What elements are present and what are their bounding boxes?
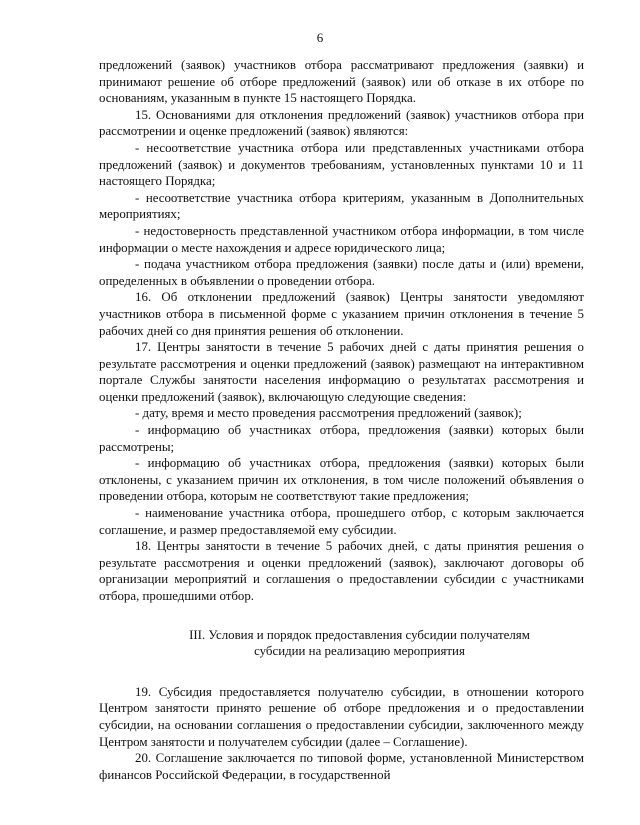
paragraph: 19. Субсидия предоставляется получателю субсидии, в отношении которого Центром занятости принято решение об отборе предложения и о предоставлении субсидии, на основании соглашения о предоставлении субсидии, заключенного между Центром занятости и получателем субсидии (далее – Соглашение). — [99, 684, 584, 749]
paragraph: 16. Об отклонении предложений (заявок) Центры занятости уведомляют участников отбора в письменной форме с указанием причин отклонения в течение 5 рабочих дней со дня принятия решения об отклонении. — [99, 290, 584, 338]
list-item: - несоответствие участника отбора или представленных участниками отбора предложений (заявок) и документов требованиям, установленных пунктами 10 и 11 настоящего Порядка; — [99, 140, 584, 189]
paragraph: 15. Основаниями для отклонения предложений (заявок) участников отбора при рассмотрении и оценке предложений (заявок) являются: — [99, 107, 584, 139]
list-item: - дату, время и место проведения рассмотрения предложений (заявок); — [135, 406, 522, 421]
list-item: - информацию об участниках отбора, предложения (заявки) которых были отклонены, с указанием причин их отклонения, в том числе положений объявления о проведении отбора, которым не соответствуют такие предложения; — [99, 456, 584, 504]
paragraph: 17. Центры занятости в течение 5 рабочих дней с даты принятия решения о результате рассмотрения и оценки предложений (заявок) размещают на интерактивном портале Службы занятости населения информацию о результатах рассмотрения и оценки предложений (заявок), включающую следующие сведения: — [99, 340, 584, 404]
section-heading — [99, 627, 584, 660]
paragraph: 20. Соглашение заключается по типовой форме, установленной Министерством финансов Российской Федерации, в государственной — [99, 751, 584, 782]
paragraph: 18. Центры занятости в течение 5 рабочих дней, с даты принятия решения о результате рассмотрения и оценки предложений (заявок), заключают договоры об организации мероприятий и соглашения о предоставлении субсидии с участниками отбора, прошедшими отбор. — [99, 539, 584, 603]
page-number: 6 — [316, 30, 324, 45]
list-item: - информацию об участниках отбора, предложения (заявки) которых были рассмотрены; — [99, 423, 584, 454]
list-item: - недостоверность представленной участником отбора информации, в том числе информации о месте нахождения и адресе юридического лица; — [99, 223, 584, 255]
paragraph: предложений (заявок) участников отбора рассматривают предложения (заявки) и принимают решение об отборе предложений (заявок) или об отказе в их отборе по основаниям, указанным в пункте 15 настоящего Порядка. — [99, 58, 584, 106]
list-item: - наименование участника отбора, прошедшего отбор, с которым заключается соглашение, и размер предоставляемой ему субсидии. — [99, 506, 584, 537]
list-item: - подача участником отбора предложения (заявки) после даты и (или) времени, определенных в объявлении о проведении отбора. — [99, 257, 584, 288]
section-heading-line-1: III. Условия и порядок предоставления субсидии получателям — [189, 627, 530, 642]
section-heading-line-2: субсидии на реализацию мероприятия — [254, 644, 465, 659]
list-item: - несоответствие участника отбора критериям, указанным в Дополнительных мероприятиях; — [99, 190, 584, 222]
document-body — [99, 57, 584, 783]
